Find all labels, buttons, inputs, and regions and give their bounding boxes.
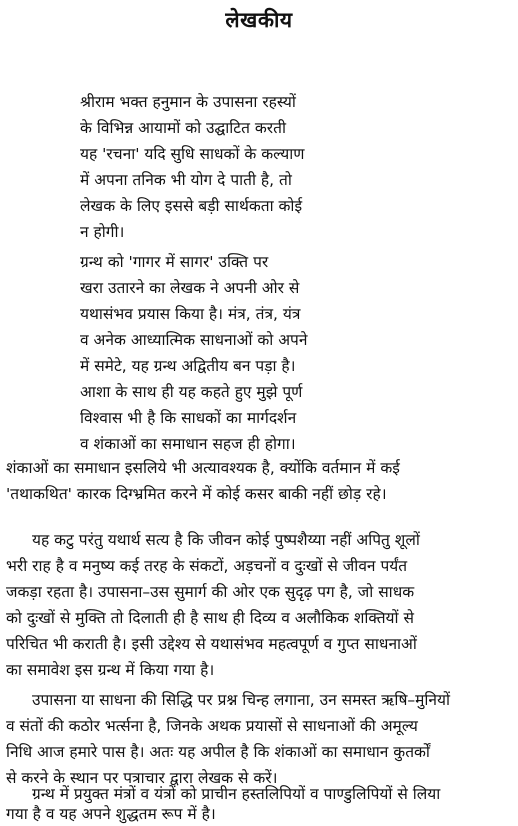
text-line: खरा उतारने का लेखक ने अपनी ओर से <box>80 279 300 297</box>
text-line: आशा के साथ ही यह कहते हुए मुझे पूर्ण <box>80 383 303 401</box>
page-title: लेखकीय <box>225 8 293 32</box>
text-line: उपासना या साधना की सिद्धि पर प्रश्न चिन्ह लगाना, उन समस्त ऋषि–मुनियों <box>32 691 451 709</box>
text-line: यथासंभव प्रयास किया है। मंत्र, तंत्र, यंत्र <box>80 305 301 323</box>
text-line: श्रीराम भक्त हनुमान के उपासना रहस्यों <box>80 93 296 111</box>
text-line: से करने के स्थान पर पत्राचार द्वारा लेखक से करें। <box>6 769 278 787</box>
text-line: का समावेश इस ग्रन्थ में किया गया है। <box>6 661 215 679</box>
text-line: विश्वास भी है कि साधकों का मार्गदर्शन <box>80 409 297 427</box>
text-line: जकड़ा रहता है। उपासना–उस सुमार्ग की ओर एक सुदृढ़ पग है, जो साधक <box>6 583 415 601</box>
text-line: भरी राह है व मनुष्य कई तरह के संकटों, अड़चनों व दुःखों से जीवन पर्यंत <box>6 557 408 575</box>
text-line: गया है व यह अपने शुद्धतम रूप में है। <box>6 805 216 823</box>
text-line: यह 'रचना' यदि सुधि साधकों के कल्याण <box>80 145 305 163</box>
text-line: को दुःखों से मुक्ति तो दिलाती ही है साथ ही दिव्य व अलौकिक शक्तियों से <box>6 609 414 627</box>
text-line: में समेटे, यह ग्रन्थ अद्वितीय बन पड़ा है। <box>80 357 296 375</box>
text-line: निधि आज हमारे पास है। अतः यह अपील है कि शंकाओं का समाधान कुतर्कों <box>6 743 430 761</box>
text-line: के विभिन्न आयामों को उद्घाटित करती <box>80 119 286 137</box>
text-line: लेखक के लिए इससे बड़ी सार्थकता कोई <box>80 197 303 215</box>
text-line: व शंकाओं का समाधान सहज ही होगा। <box>80 435 296 453</box>
text-line: व अनेक आध्यात्मिक साधनाओं को अपने <box>80 331 308 349</box>
text-line: 'तथाकथित' कारक दिग्भ्रमित करने में कोई कसर बाकी नहीं छोड़ रहे। <box>6 485 387 503</box>
text-line: ग्रन्थ में प्रयुक्त मंत्रों व यंत्रों को प्राचीन हस्तलिपियों व पाण्डुलिपियों से लिया <box>32 785 441 803</box>
text-line: व संतों की कठोर भर्त्सना है, जिनके अथक प्रयासों से साधनाओं की अमूल्य <box>6 717 418 735</box>
text-line: ग्रन्थ को 'गागर में सागर' उक्ति पर <box>80 253 269 271</box>
text-line: में अपना तनिक भी योग दे पाती है, तो <box>80 171 292 189</box>
text-line: परिचित भी कराती है। इसी उद्देश्य से यथासंभव महत्वपूर्ण व गुप्त साधनाओं <box>6 635 417 653</box>
text-line: न होगी। <box>80 223 125 241</box>
text-line: शंकाओं का समाधान इसलिये भी अत्यावश्यक है, क्योंकि वर्तमान में कई <box>6 459 400 477</box>
text-line: यह कटु परंतु यथार्थ सत्य है कि जीवन कोई पुष्पशैय्या नहीं अपितु शूलों <box>32 531 420 549</box>
